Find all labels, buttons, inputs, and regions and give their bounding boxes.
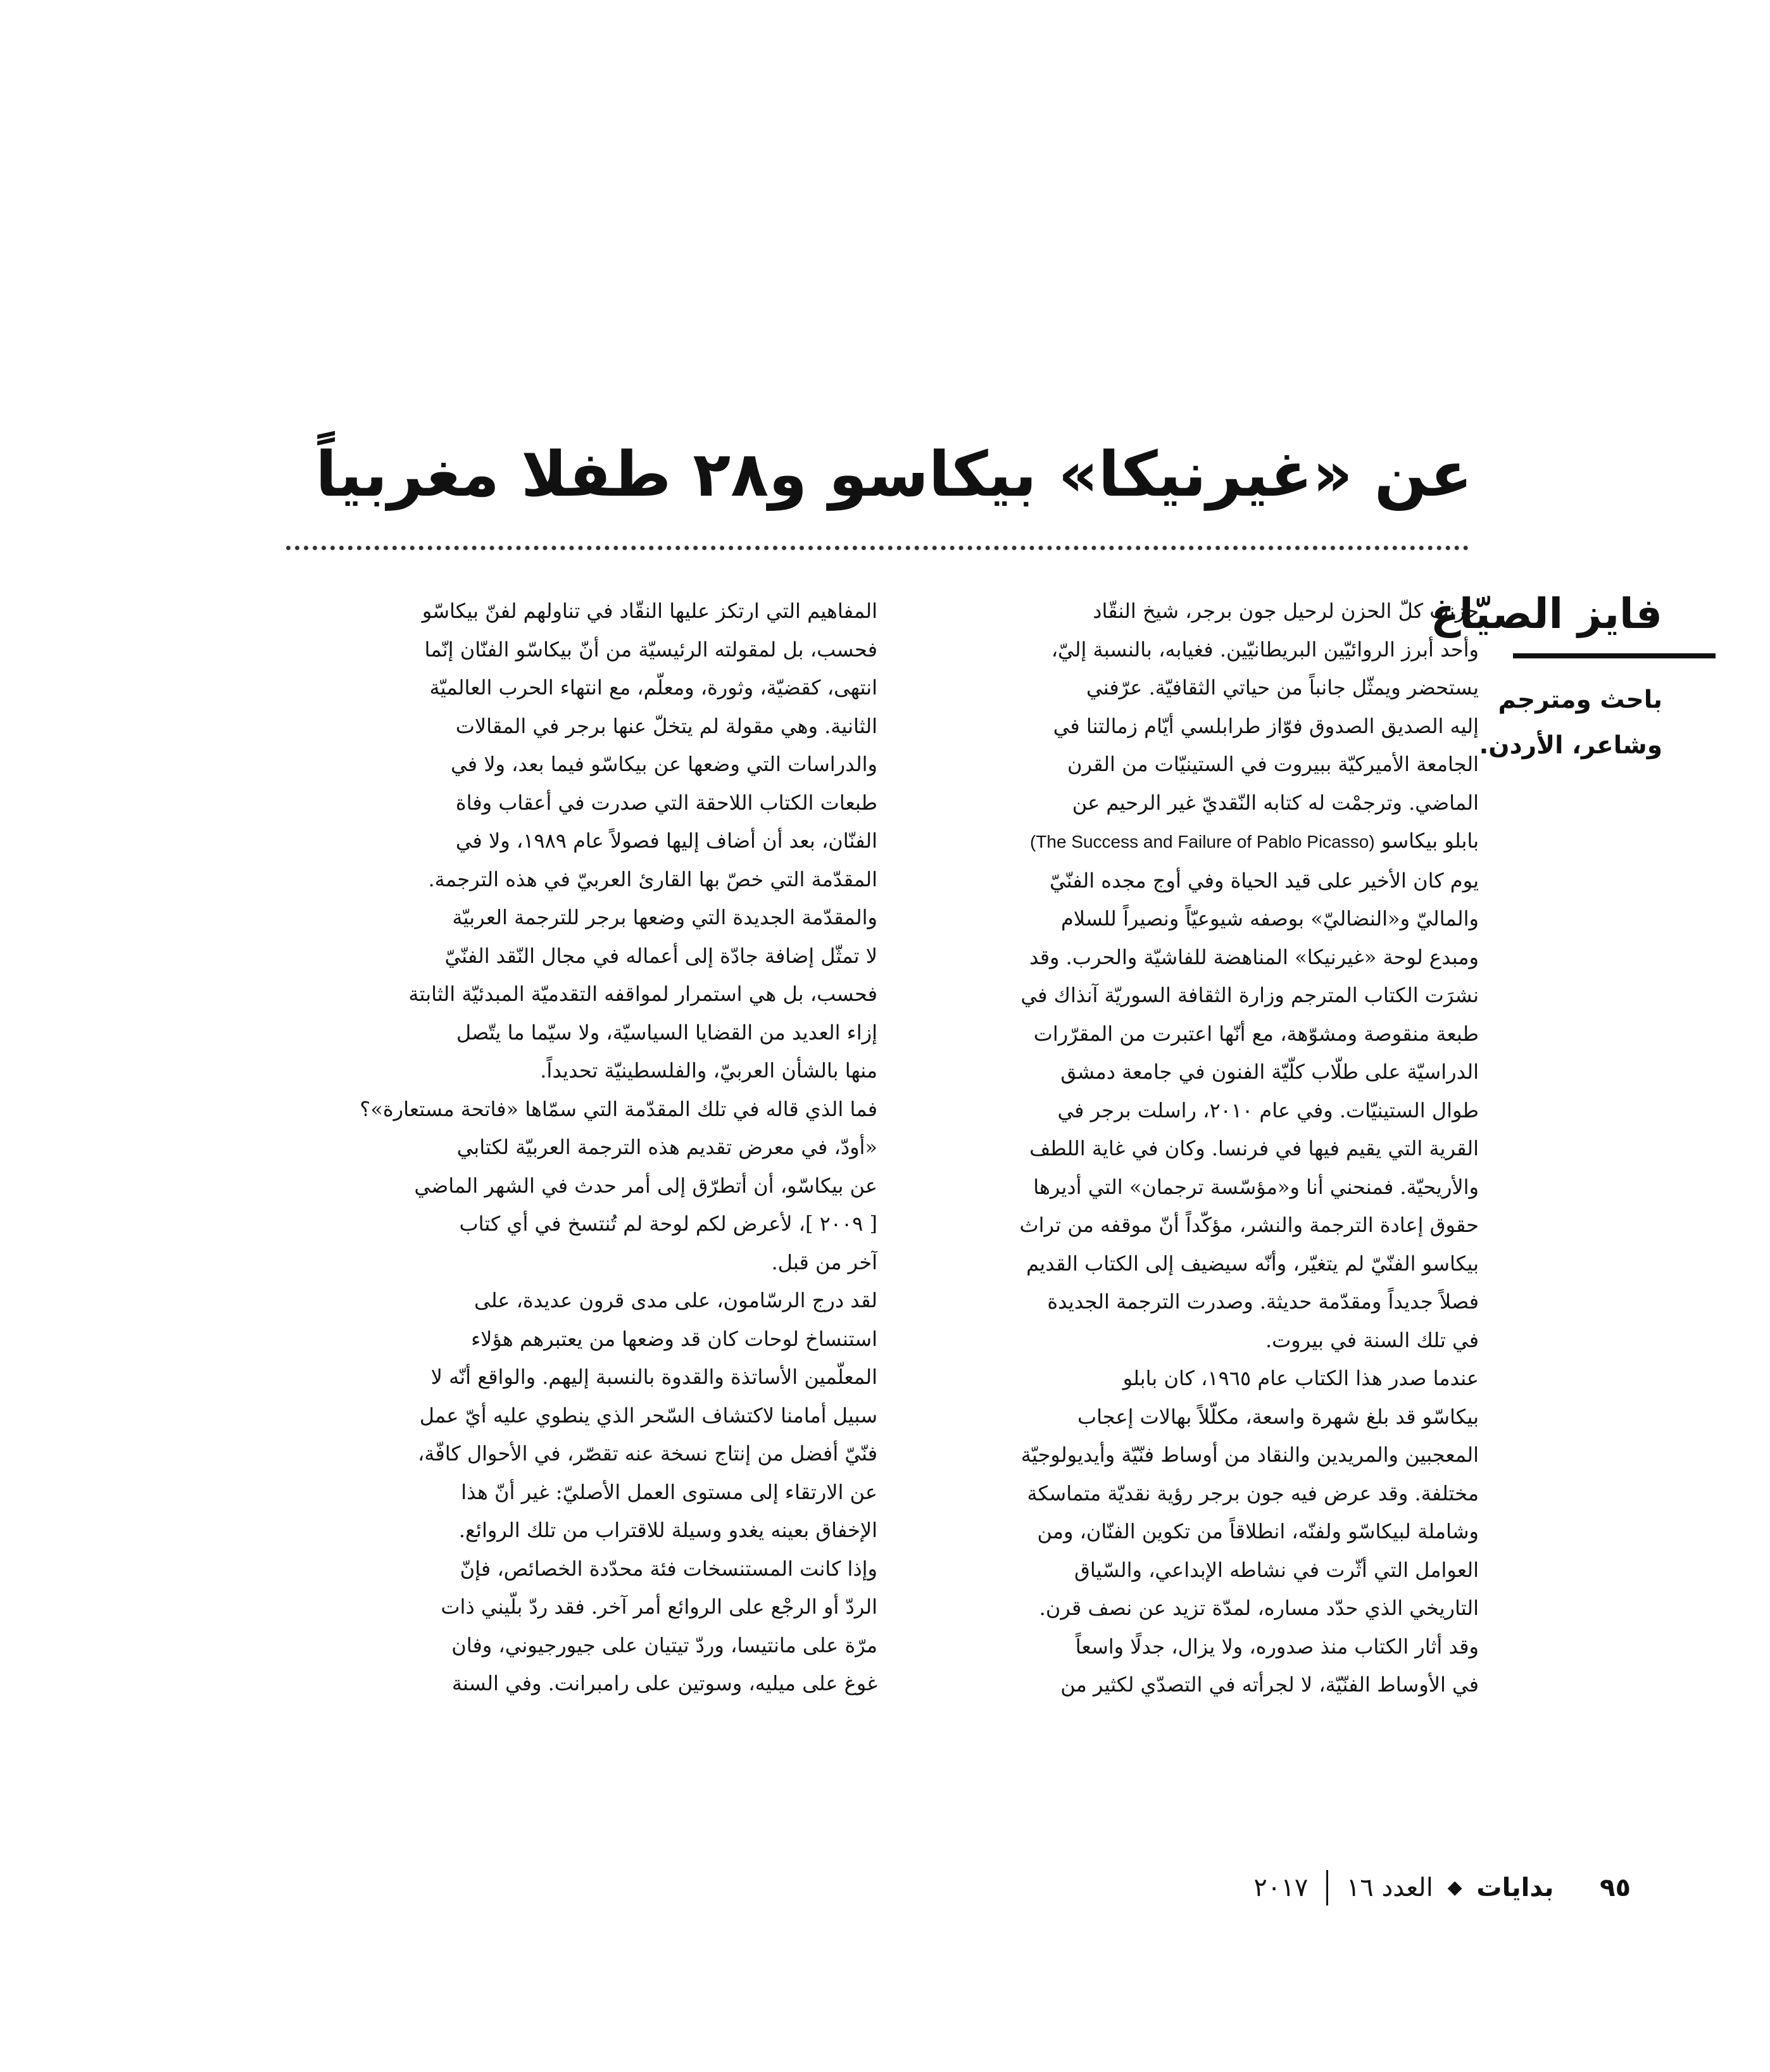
text-line: طوال الستينيّات. وفي عام ٢٠١٠، راسلت برجر في (1057, 1098, 1479, 1122)
text-line: الفنّان، بعد أن أضاف إليها فصولاً عام ١٩٨٩، ولا في (455, 829, 877, 853)
text-line: إزاء العديد من القضايا السياسيّة، ولا سيّما ما يتّصل (456, 1020, 877, 1045)
text-line: القرية التي يقيم فيها في فرنسا. وكان في غاية اللطف (1029, 1136, 1479, 1160)
text-line: العوامل التي أثّرت في نشاطه الإبداعي، والسّياق (1074, 1557, 1479, 1582)
text-line: طبعة منقوصة ومشوّهة، مع أنّها اعتبرت من المقرّرات (1033, 1021, 1479, 1046)
text-line: يوم كان الأخير على قيد الحياة وفي أوج مجده الفنّيّ (1049, 868, 1479, 893)
journal-name: بدايات (1476, 1873, 1554, 1902)
text-line: فحسب، بل هي استمرار لمواقفه التقدميّة المبدئيّة الثابتة (408, 982, 877, 1006)
text-line: مختلفة. وقد عرض فيه جون برجر رؤية نقديّة متماسكة (1027, 1481, 1479, 1505)
text-line: المعجبين والمريدين والنقاد من أوساط فنّيّة وأيديولوجيّة (1020, 1443, 1479, 1467)
text-column-left (295, 592, 877, 1852)
article-title: عن «غيرنيكا» بيكاسو و٢٨ طفلا مغربياً (315, 439, 1472, 511)
text-line: حزنت كلّ الحزن لرحيل جون برجر، شيخ النقّاد (1093, 599, 1479, 623)
text-line: الدراسيّة على طلّاب كلّيّة الفنون في جامعة دمشق (1060, 1060, 1479, 1084)
issue-number: العدد ١٦ (1346, 1873, 1433, 1902)
text-line: المعلّمين الأساتذة والقدوة بالنسبة إليهم. والواقع أنّه لا (430, 1365, 877, 1389)
text-line: بيكاسو الفنّيّ لم يتغيّر، وأنّه سيضيف إلى الكتاب القديم (1026, 1251, 1479, 1276)
text-line: استنساخ لوحات كان قد وضعها من يعتبرهم هؤلاء (471, 1326, 877, 1351)
text-line: المفاهيم التي ارتكز عليها النقّاد في تناولهم لفنّ بيكاسّو (422, 599, 877, 623)
text-line: يستحضر ويمثّل جانباً من حياتي الثقافيّة. عرّفني (1086, 675, 1479, 700)
text-line: فنّيّ أفضل من إنتاج نسخة عنه تقصّر، في الأحوال كافّة، (417, 1441, 877, 1466)
text-line: مرّة على مانتيسا، وردّ تيتيان على جيورجيوني، وفان (451, 1633, 877, 1657)
text-line: الجامعة الأميركيّة ببيروت في الستينيّات من القرن (1067, 752, 1479, 776)
text-line: والدراسات التي وضعها عن بيكاسّو فيما بعد، ولا في (451, 752, 877, 776)
text-line: [ ٢٠٠٩ ]، لأعرض لكم لوحة لم تُنتسخ في أي كتاب (459, 1212, 877, 1236)
text-line: فصلاً جديداً ومقدّمة حديثة. وصدرت الترجمة الجديدة (1047, 1290, 1479, 1314)
text-line: بابلو بيكاسو (The Success and Failure of Pablo Picasso) (1029, 829, 1479, 853)
text-line: التاريخي الذي حدّد مساره، لمدّة تزيد عن نصف قرن. (1039, 1596, 1479, 1620)
text-line: بيكاسّو قد بلغ شهرة واسعة، مكلّلاً بهالات إعجاب (1077, 1404, 1479, 1429)
text-line: وقد أثار الكتاب منذ صدوره، ولا يزال، جدلًا واسعاً (1075, 1634, 1479, 1659)
text-line: ومبدع لوحة «غيرنيكا» المناهضة للفاشيّة والحرب. وقد (1029, 945, 1479, 969)
text-line: لقد درج الرسّامون، على مدى قرون عديدة، على (474, 1288, 877, 1312)
author-bio-line: باحث ومترجم (1498, 686, 1662, 714)
text-line: فما الذي قاله في تلك المقدّمة التي سمّاها «فاتحة مستعارة»؟ (360, 1096, 877, 1121)
text-line: والأريحيّة. فمنحني أنا و«مؤسّسة ترجمان» التي أديرها (1033, 1174, 1479, 1199)
text-column-right (896, 592, 1479, 1852)
book-title-latin: (The Success and Failure of Pablo Picasso) (1029, 832, 1375, 851)
text-line: الثانية. وهي مقولة لم يتخلّ عنها برجر في المقالات (455, 713, 877, 738)
text-line: لا تمثّل إضافة جادّة إلى أعماله في مجال النّقد الفنّيّ (444, 943, 877, 968)
text-line: سبيل أمامنا لاكتشاف السّحر الذي ينطوي عليه أيّ عمل (419, 1403, 877, 1428)
text-line: نشرَت الكتاب المترجم وزارة الثقافة السوريّة آنذاك في (1020, 983, 1479, 1007)
text-line: وأحد أبرز الروائيّين البريطانيّين. فغيابه، بالنسبة إليّ، (1051, 637, 1479, 662)
page-footer (1150, 1868, 1631, 1906)
text-line: غوغ على ميليه، وسوتين على رامبرانت. وفي السنة (451, 1671, 877, 1695)
author-name: فايز الصيّاغ (1430, 589, 1662, 638)
text-line: منها بالشأن العربيّ، والفلسطينيّة تحديداً. (540, 1058, 877, 1083)
diamond-icon: ◆ (1447, 1876, 1462, 1899)
page-number: ٩٥ (1600, 1873, 1631, 1902)
text-line: والمقدّمة الجديدة التي وضعها برجر للترجمة العربيّة (452, 905, 877, 929)
text-line: في تلك السنة في بيروت. (1265, 1328, 1479, 1352)
text-line: وشاملة لبيكاسّو ولفنّه، انطلاقاً من تكوين الفنّان، ومن (1037, 1519, 1479, 1543)
text-line: عن بيكاسّو، أن أتطرّق إلى أمر حدث في الشهر الماضي (414, 1173, 877, 1198)
issue-year: ٢٠١٧ (1253, 1873, 1309, 1902)
text-line: انتهى، كقضيّة، وثورة، ومعلّم، مع انتهاء الحرب العالميّة (429, 675, 877, 700)
footer-separator (1326, 1870, 1328, 1906)
text-line: المقدّمة التي خصّ بها القارئ العربيّ في هذه الترجمة. (428, 867, 877, 891)
text-line: عن الارتقاء إلى مستوى العمل الأصليّ: غير أنّ هذا (461, 1479, 877, 1504)
text-line: «أودّ، في معرض تقديم هذه الترجمة العربيّة لكتابي (456, 1135, 877, 1159)
text-line: فحسب، بل لمقولته الرئيسيّة من أنّ بيكاسّو الفنّان إنّما (424, 637, 877, 662)
title-divider (286, 546, 1469, 550)
author-divider (1513, 653, 1716, 658)
text-line: الردّ أو الرجْع على الروائع أمر آخر. فقد ردّ بلّيني ذات (441, 1595, 877, 1619)
text-line: آخر من قبل. (771, 1250, 877, 1274)
text-line: إليه الصديق الصدوق فوّاز طرابلسي أيّام زمالتنا في (1053, 713, 1479, 738)
author-bio-line: وشاعر، الأردن. (1479, 731, 1662, 760)
text-line: والماليّ و«النضاليّ» بوصفه شيوعيّاً ونصيراً للسلام (1060, 907, 1479, 931)
text-line: الماضي. وترجمْت له كتابه النّقديّ غير الرحيم عن (1072, 790, 1479, 815)
text-line: وإذا كانت المستنسخات فئة محدّدة الخصائص، فإنّ (460, 1556, 877, 1581)
text-line: طبعات الكتاب اللاحقة التي صدرت في أعقاب وفاة (455, 790, 877, 815)
text-line: عندما صدر هذا الكتاب عام ١٩٦٥، كان بابلو (1122, 1366, 1479, 1390)
text-line: الإخفاق بعينه يغدو وسيلة للاقتراب من تلك الروائع. (458, 1518, 877, 1542)
author-bio (1460, 677, 1662, 769)
text-line: في الأوساط الفنّيّة، لا لجرأته في التصدّي لكثير من (1060, 1673, 1479, 1697)
text-line: حقوق إعادة الترجمة والنشر، مؤكّداً أنّ موقفه من تراث (1019, 1213, 1479, 1237)
